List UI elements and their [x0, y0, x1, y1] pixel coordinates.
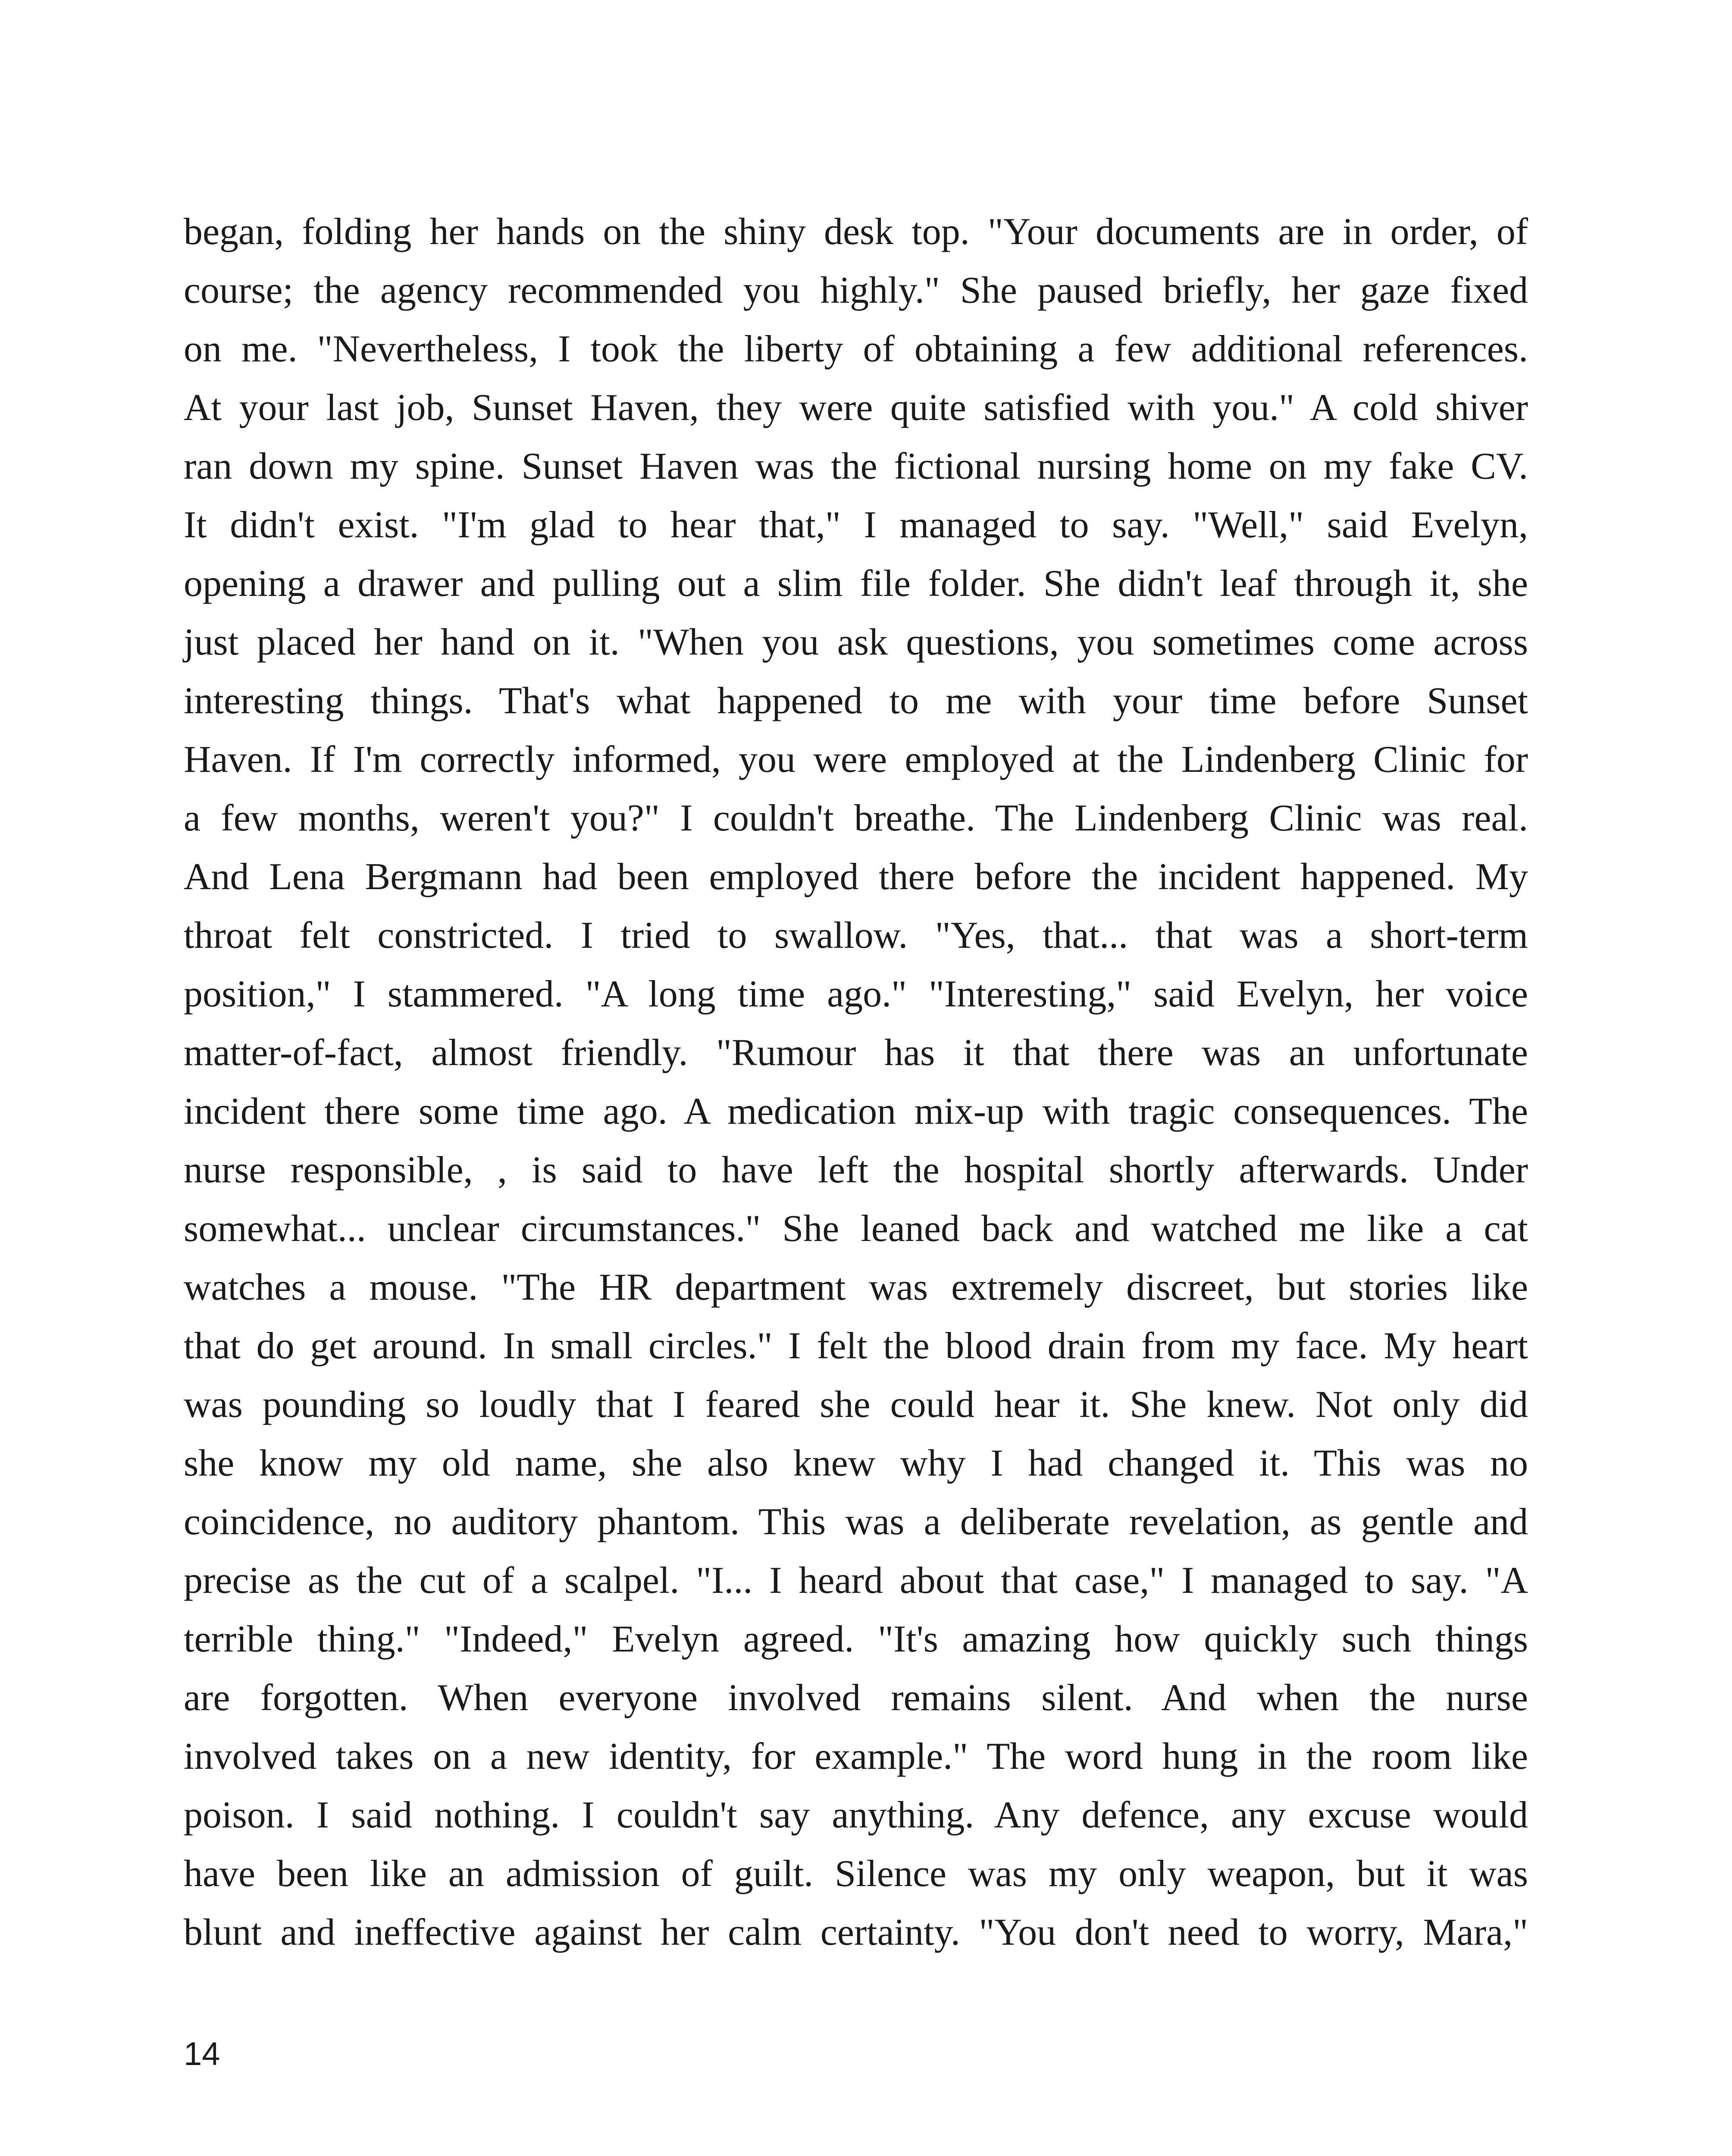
- text-line: just placed her hand on it. "When you ask questions, you sometimes come across: [184, 621, 1528, 663]
- text-line: position," I stammered. "A long time ago." "Interesting," said Evelyn, her voice: [184, 973, 1528, 1015]
- text-line: have been like an admission of guilt. Silence was my only weapon, but it was: [184, 1853, 1528, 1895]
- text-line: a few months, weren't you?" I couldn't breathe. The Lindenberg Clinic was real.: [184, 797, 1528, 839]
- text-line: throat felt constricted. I tried to swallow. "Yes, that... that was a short-term: [184, 915, 1528, 956]
- text-line: somewhat... unclear circumstances." She leaned back and watched me like a cat: [184, 1208, 1528, 1250]
- text-line: opening a drawer and pulling out a slim file folder. She didn't leaf through it, she: [184, 563, 1528, 605]
- body-text: [184, 203, 1528, 1962]
- text-line: poison. I said nothing. I couldn't say anything. Any defence, any excuse would: [184, 1794, 1528, 1836]
- text-line: are forgotten. When everyone involved remains silent. And when the nurse: [184, 1677, 1528, 1719]
- text-line: precise as the cut of a scalpel. "I... I heard about that case," I managed to say. "A: [184, 1560, 1528, 1601]
- text-line: that do get around. In small circles." I felt the blood drain from my face. My heart: [184, 1325, 1528, 1367]
- text-line: involved takes on a new identity, for example." The word hung in the room like: [184, 1736, 1528, 1777]
- text-line: Haven. If I'm correctly informed, you were employed at the Lindenberg Clinic for: [184, 739, 1528, 780]
- text-line: incident there some time ago. A medication mix-up with tragic consequences. The: [184, 1091, 1528, 1132]
- text-line: ran down my spine. Sunset Haven was the fictional nursing home on my fake CV.: [184, 445, 1528, 487]
- text-line: coincidence, no auditory phantom. This was a deliberate revelation, as gentle and: [184, 1501, 1528, 1543]
- text-line: began, folding her hands on the shiny desk top. "Your documents are in order, of: [184, 211, 1528, 253]
- text-line: blunt and ineffective against her calm certainty. "You don't need to worry, Mara,": [184, 1912, 1528, 1953]
- text-line: And Lena Bergmann had been employed there before the incident happened. My: [184, 856, 1528, 898]
- text-line: on me. "Nevertheless, I took the liberty of obtaining a few additional references.: [184, 328, 1528, 370]
- text-line: was pounding so loudly that I feared she could hear it. She knew. Not only did: [184, 1384, 1528, 1426]
- text-line: watches a mouse. "The HR department was extremely discreet, but stories like: [184, 1266, 1528, 1308]
- text-line: nurse responsible, , is said to have left the hospital shortly afterwards. Under: [184, 1149, 1528, 1191]
- text-line: At your last job, Sunset Haven, they were quite satisfied with you." A cold shiver: [184, 387, 1528, 429]
- text-line: terrible thing." "Indeed," Evelyn agreed. "It's amazing how quickly such things: [184, 1618, 1528, 1660]
- text-line: she know my old name, she also knew why I had changed it. This was no: [184, 1442, 1528, 1484]
- page-number: 14: [184, 2036, 220, 2072]
- text-line: course; the agency recommended you highly." She paused briefly, her gaze fixed: [184, 270, 1528, 311]
- text-line: matter-of-fact, almost friendly. "Rumour has it that there was an unfortunate: [184, 1032, 1528, 1074]
- text-line: It didn't exist. "I'm glad to hear that," I managed to say. "Well," said Evelyn,: [184, 504, 1528, 546]
- text-line: interesting things. That's what happened to me with your time before Sunset: [184, 680, 1528, 722]
